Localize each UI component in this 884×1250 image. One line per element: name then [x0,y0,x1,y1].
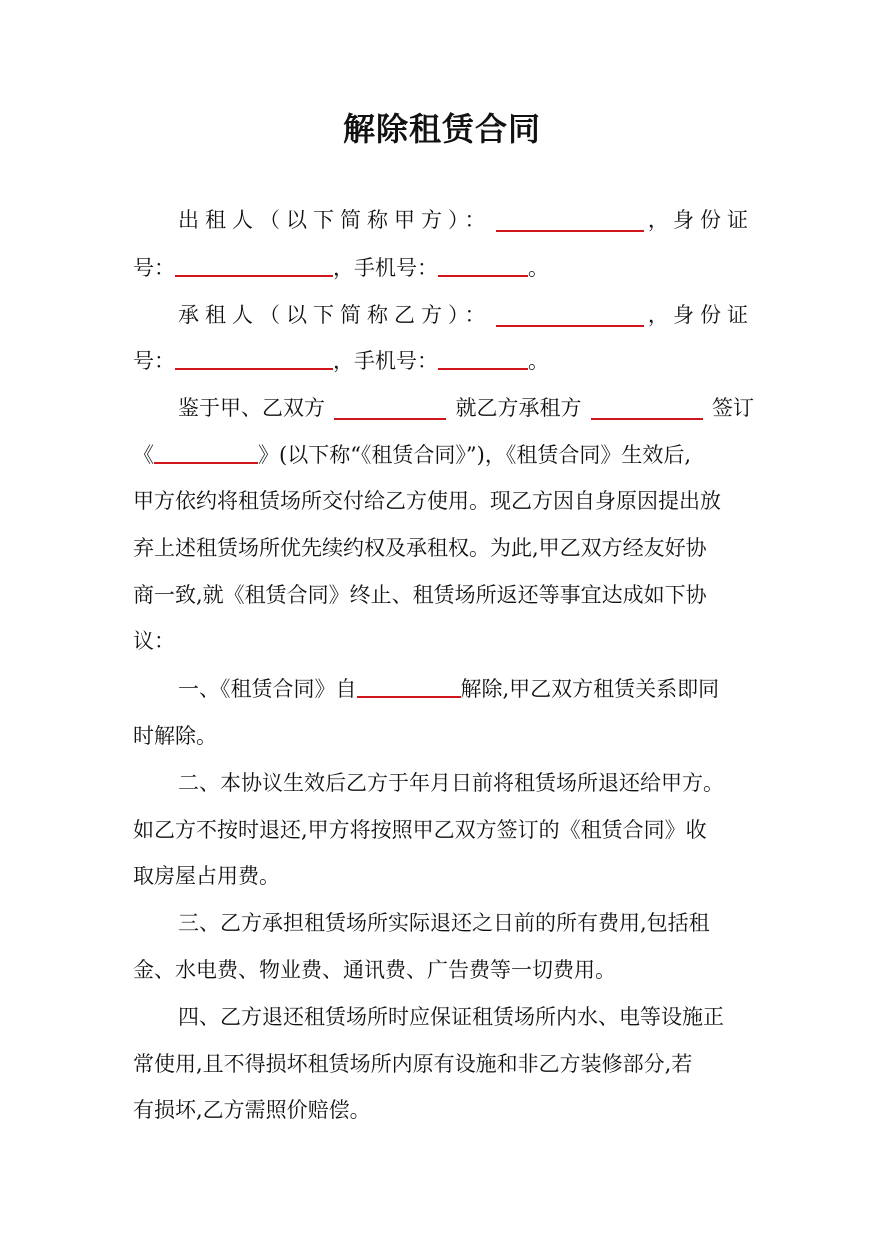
preamble-date-blank[interactable] [334,396,446,420]
party-b-line-2 [133,346,549,376]
party-a-label: 出租人（以下简称甲方）： [178,208,492,232]
preamble-text: 就乙方承租方 [455,396,582,420]
party-b-comma: ， [647,303,669,327]
clause-1-date-blank[interactable] [357,674,461,698]
preamble-contract-name-blank[interactable] [154,440,258,464]
party-a-end: 。 [528,256,549,280]
preamble-text: 》(以下称“《租赁合同》”)，《租赁合同》生效后, [258,443,692,467]
preamble-line-2 [133,440,691,470]
clause-3-line-1: 三、乙方承担租赁场所实际退还之日前的所有费用,包括租 [178,911,710,935]
clause-3-line-2: 金、水电费、物业费、通讯费、广告费等一切费用。 [133,958,616,982]
party-a-name-blank[interactable] [496,208,644,232]
preamble-line-4: 弃上述租赁场所优先续约权及承租权。为此,甲乙双方经友好协 [133,536,707,560]
party-b-label: 承租人（以下简称乙方）： [178,303,492,327]
party-a-line [178,205,754,235]
preamble-text: 鉴于甲、乙双方 [178,396,325,420]
clause-4-line-1: 四、乙方退还租赁场所时应保证租赁场所内水、电等设施正 [178,1005,724,1029]
party-b-phone-label: ，手机号： [333,349,438,373]
preamble-text: 签订 [712,396,754,420]
clause-4-line-3: 有损坏,乙方需照价赔偿。 [133,1098,371,1122]
preamble-premises-blank[interactable] [591,396,703,420]
clause-1-line-1 [178,674,719,704]
party-a-comma: ， [647,208,669,232]
clause-4-line-2: 常使用,且不得损坏租赁场所内原有设施和非乙方装修部分,若 [133,1052,693,1076]
party-a-id-label-end: 号： [133,256,175,280]
party-b-id-label-end: 号： [133,349,175,373]
party-b-id-label: 身份证 [672,303,754,327]
page-title: 解除租赁合同 [342,110,541,148]
party-a-line-2 [133,253,549,283]
clause-2-line-2: 如乙方不按时退还,甲方将按照甲乙双方签订的《租赁合同》收 [133,818,707,842]
party-b-id-blank[interactable] [175,346,333,370]
clause-2-line-1: 二、本协议生效后乙方于年月日前将租赁场所退还给甲方。 [178,771,724,795]
preamble-line-6: 议： [133,629,175,653]
clause-1-line-2: 时解除。 [133,724,217,748]
party-a-id-blank[interactable] [175,253,333,277]
preamble-text: 《 [133,443,154,467]
clause-2-line-3: 取房屋占用费。 [133,864,280,888]
party-a-phone-label: ，手机号： [333,256,438,280]
clause-1-text: 一、《租赁合同》自 [178,677,357,701]
party-a-id-label: 身份证 [672,208,754,232]
party-a-phone-blank[interactable] [438,253,528,277]
party-b-line [178,300,754,330]
clause-1-text: 解除,甲乙双方租赁关系即同 [460,677,720,701]
preamble-line-3: 甲方依约将租赁场所交付给乙方使用。现乙方因自身原因提出放 [133,489,721,513]
party-b-end: 。 [528,349,549,373]
party-b-name-blank[interactable] [496,303,644,327]
preamble-line-5: 商一致,就《租赁合同》终止、租赁场所返还等事宜达成如下协 [133,583,707,607]
preamble-line-1 [178,393,754,423]
party-b-phone-blank[interactable] [438,346,528,370]
